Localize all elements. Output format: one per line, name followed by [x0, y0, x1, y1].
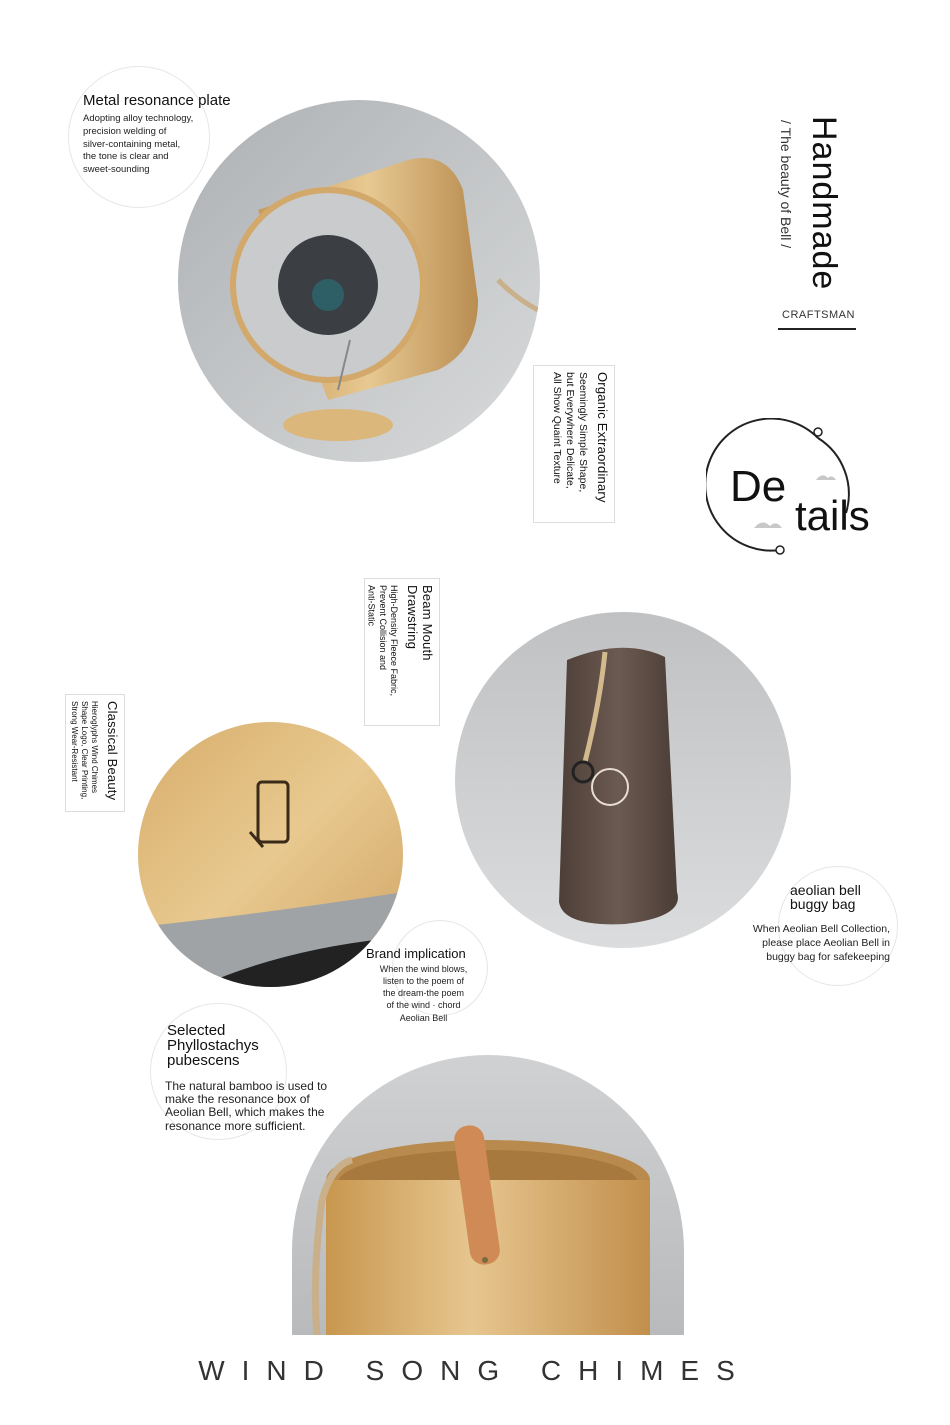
metal-plate-title: Metal resonance plate — [83, 92, 231, 109]
header-underline — [778, 328, 856, 330]
classical-note — [65, 694, 125, 812]
header-label: CRAFTSMAN — [782, 309, 855, 321]
organic-note — [533, 365, 615, 523]
details-part1: De — [730, 462, 787, 511]
header-subtitle: / The beauty of Bell / — [778, 120, 794, 249]
bamboo-tube-photo — [292, 1055, 684, 1335]
buggy-bag-photo — [455, 612, 791, 948]
organic-title: Organic Extraordinary — [595, 372, 610, 503]
bamboo-title: Selected Phyllostachys pubescens — [167, 1022, 259, 1069]
buggy-bag-title1: aeolian bell — [790, 882, 861, 898]
header-title: Handmade — [805, 116, 843, 291]
bamboo-body: The natural bamboo is used to make the resonance box of Aeolian Bell, which makes the resonance more sufficient. — [165, 1079, 328, 1133]
buggy-bag-title2: buggy bag — [790, 896, 856, 912]
footer-brand: WIND SONG CHIMES — [198, 1355, 752, 1386]
beam-mouth-note — [364, 578, 440, 726]
brand-title: Brand implication — [366, 946, 466, 961]
classical-body: Hieroglyphs Wind Chimes Shape Logo, Clear Printing, Strong Wear-Resistant — [70, 701, 99, 800]
brand-logo-photo — [138, 722, 403, 987]
organic-body: Seemingly Simple Shape, but Everywhere Delicate, All Show Quaint Texture — [550, 372, 589, 493]
details-part2: tails — [795, 492, 870, 539]
beam-mouth-title: Beam Mouth Drawstring — [405, 585, 435, 661]
brand-body: When the wind blows, listen to the poem of the dream-the poem of the wind · chord Aeolian Bell — [379, 964, 468, 1023]
buggy-bag-body: When Aeolian Bell Collection, please place Aeolian Bell in buggy bag for safekeeping — [752, 923, 890, 964]
beam-mouth-body: High-Density Fleece Fabric, Prevent Collision and Anti-Static — [366, 585, 399, 697]
cloud-icon — [754, 522, 782, 528]
classical-title: Classical Beauty — [105, 701, 120, 801]
metal-plate-body: Adopting alloy technology, precision welding of silver-containing metal, the tone is clear and sweet-sounding — [83, 113, 194, 176]
